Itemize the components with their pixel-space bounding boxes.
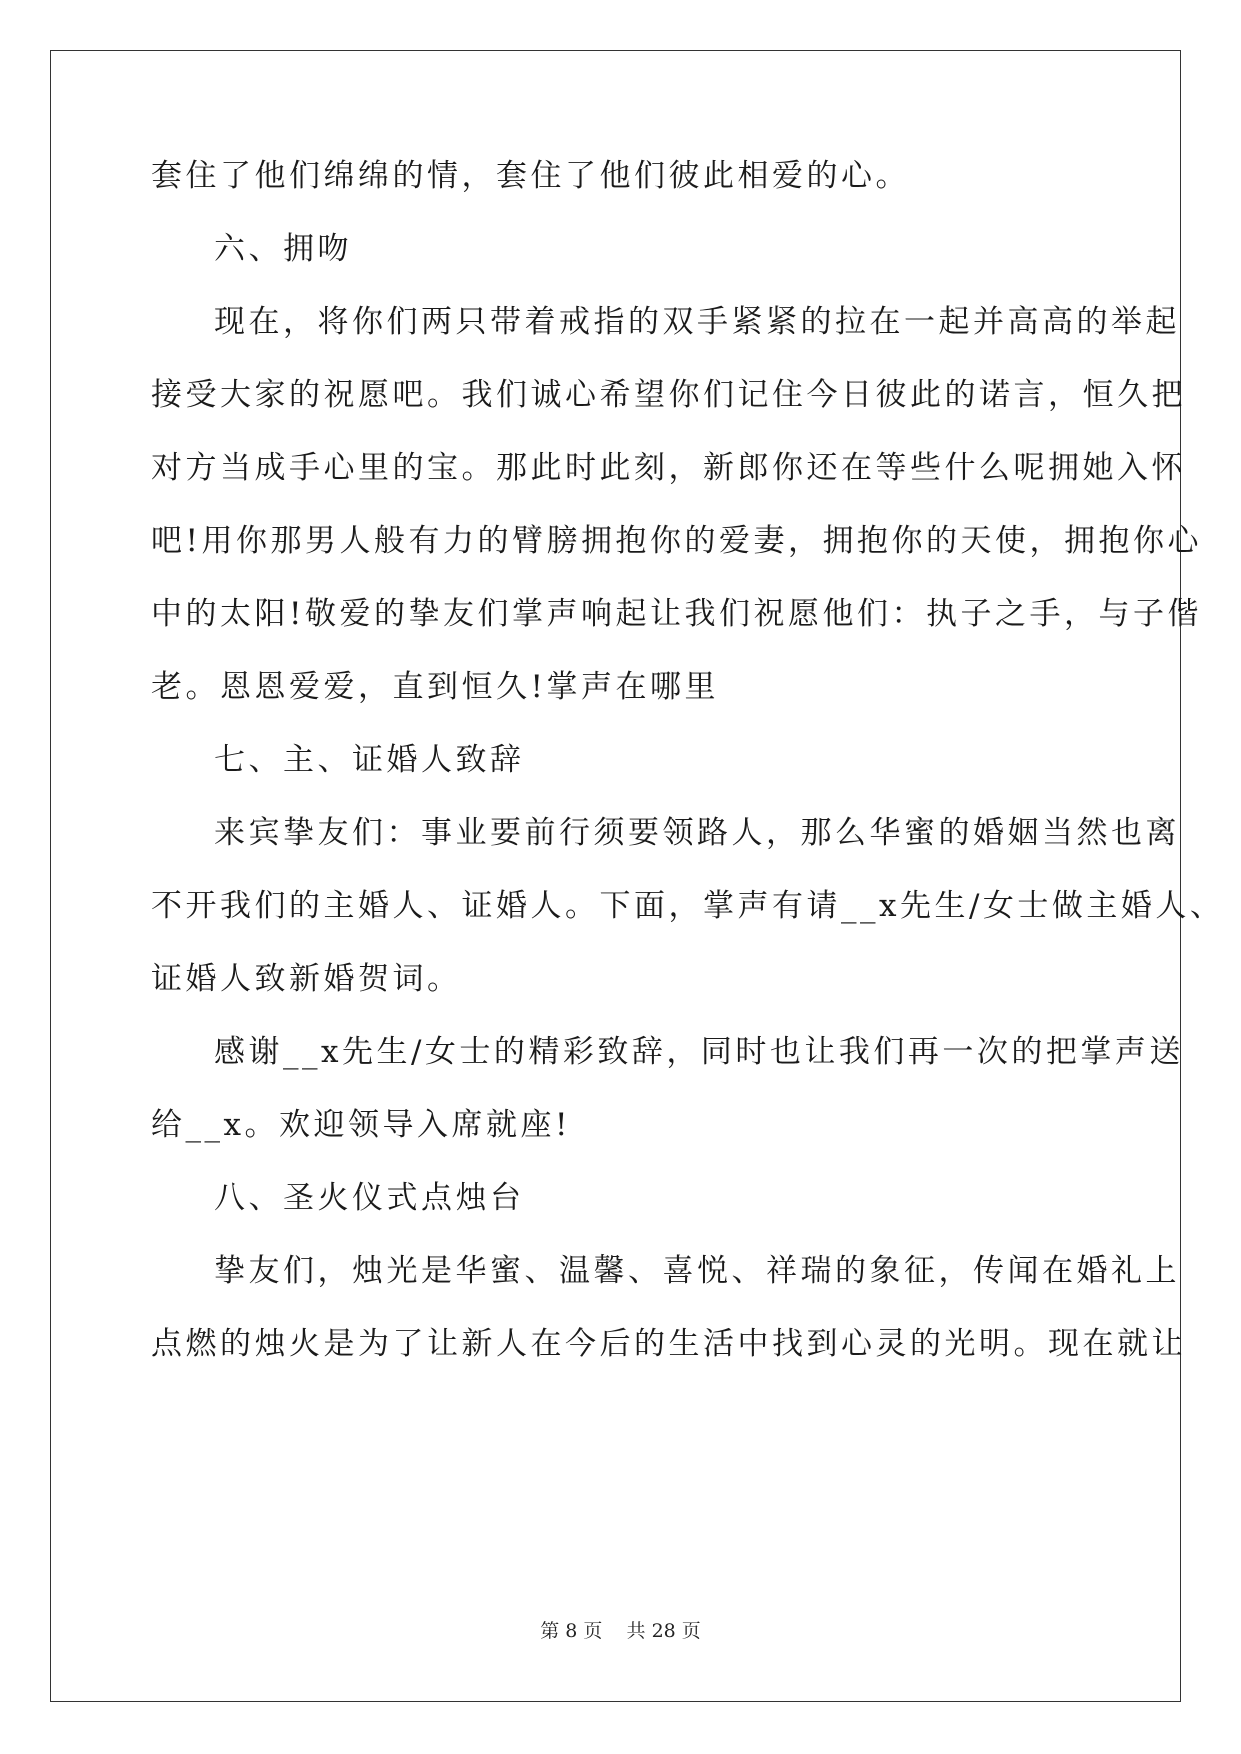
page-border xyxy=(50,50,1181,1702)
paragraph-line: 点燃的烛火是为了让新人在今后的生活中找到心灵的光明。现在就让 xyxy=(151,1326,1186,1362)
paragraph-line: 套住了他们绵绵的情，套住了他们彼此相爱的心。 xyxy=(151,158,910,194)
paragraph-line: 证婚人致新婚贺词。 xyxy=(151,961,462,997)
paragraph-line: 感谢__x先生/女士的精彩致辞，同时也让我们再一次的把掌声送 xyxy=(214,1034,1184,1070)
section-heading-speech: 七、主、证婚人致辞 xyxy=(214,742,525,778)
page-number: 第 8 页 共 28 页 xyxy=(540,1620,701,1642)
paragraph-line: 对方当成手心里的宝。那此时此刻，新郎你还在等些什么呢拥她入怀 xyxy=(151,450,1186,486)
paragraph-line: 现在，将你们两只带着戒指的双手紧紧的拉在一起并高高的举起 xyxy=(214,304,1180,340)
section-heading-candle: 八、圣火仪式点烛台 xyxy=(214,1180,525,1216)
paragraph-line: 来宾挚友们：事业要前行须要领路人，那么华蜜的婚姻当然也离 xyxy=(214,815,1180,851)
paragraph-line: 不开我们的主婚人、证婚人。下面，掌声有请__x先生/女士做主婚人、 xyxy=(151,888,1225,924)
section-heading-kiss: 六、拥吻 xyxy=(214,231,352,267)
paragraph-line: 吧!用你那男人般有力的臂膀拥抱你的爱妻，拥抱你的天使，拥抱你心 xyxy=(151,523,1202,559)
paragraph-line: 老。恩恩爱爱，直到恒久!掌声在哪里 xyxy=(151,669,719,705)
paragraph-line: 接受大家的祝愿吧。我们诚心希望你们记住今日彼此的诺言，恒久把 xyxy=(151,377,1186,413)
paragraph-line: 挚友们，烛光是华蜜、温馨、喜悦、祥瑞的象征，传闻在婚礼上 xyxy=(214,1253,1180,1289)
paragraph-line: 中的太阳!敬爱的挚友们掌声响起让我们祝愿他们：执子之手，与子偕 xyxy=(151,596,1202,632)
paragraph-line: 给__x。欢迎领导入席就座! xyxy=(151,1107,571,1143)
